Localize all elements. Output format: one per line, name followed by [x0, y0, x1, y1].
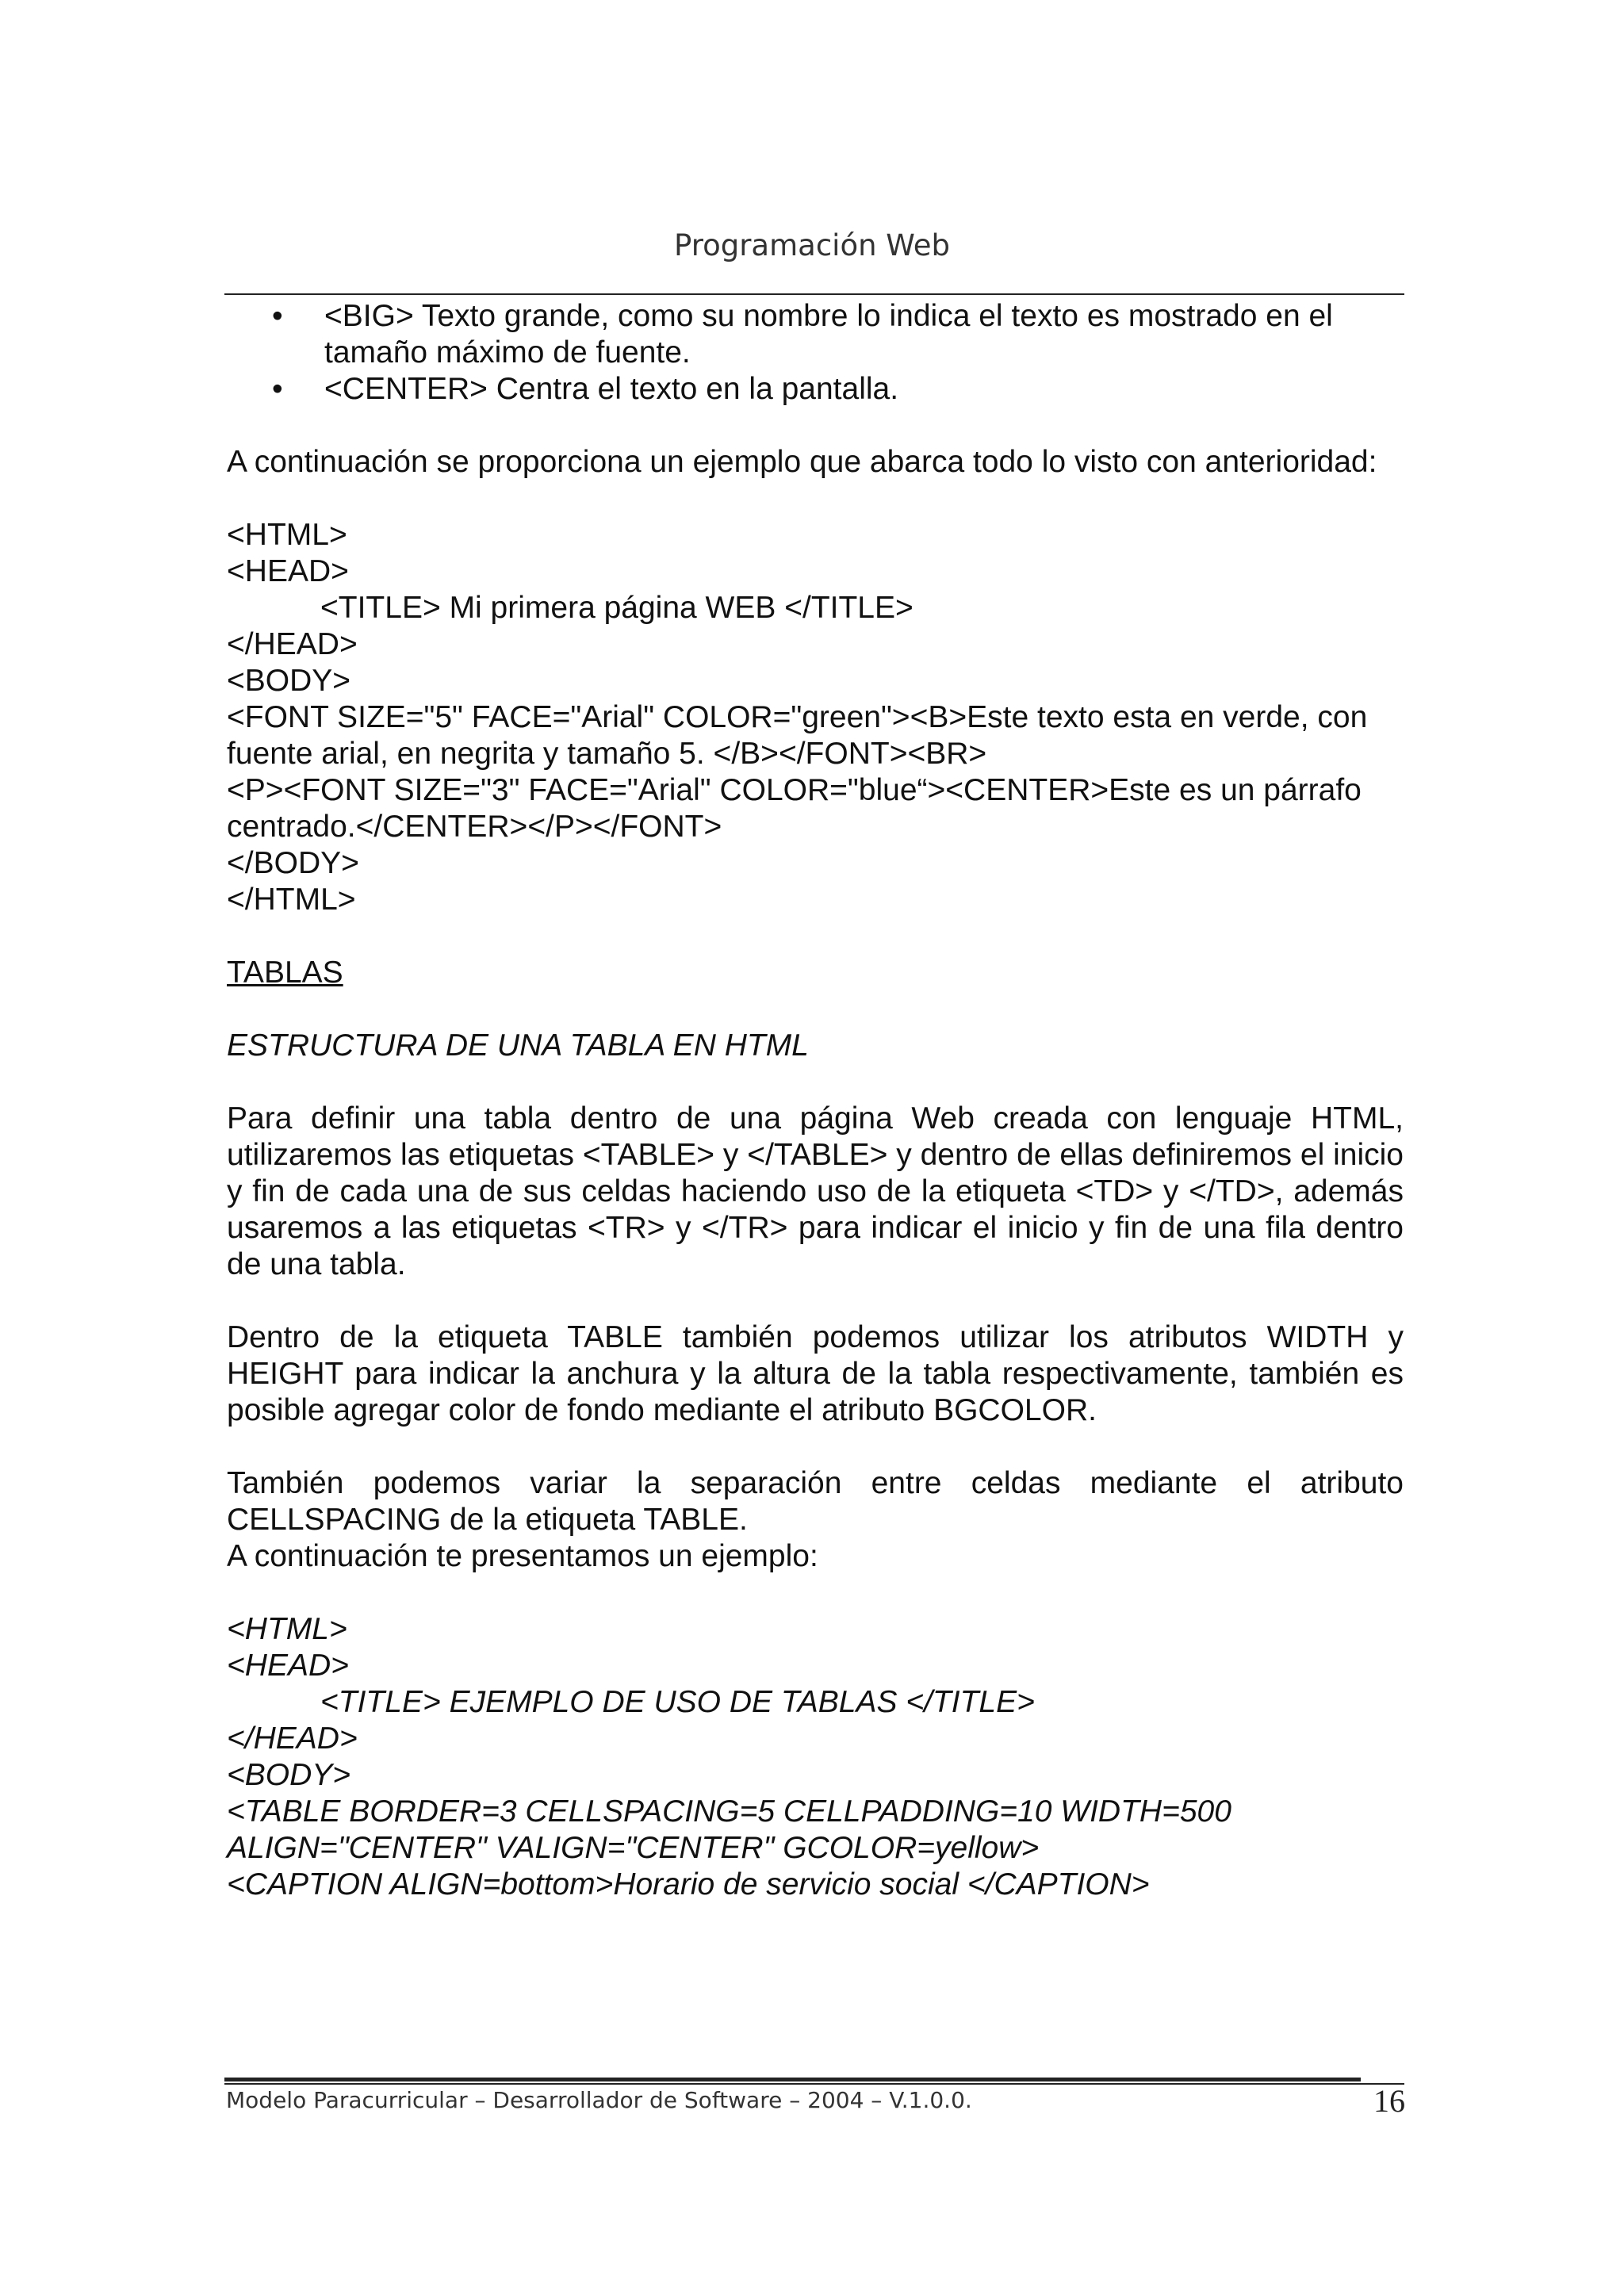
code-line: <TABLE BORDER=3 CELLSPACING=5 CELLPADDING=10 WIDTH=500 ALIGN="CENTER" VALIGN="CENTER" GCOLOR=yellow>	[227, 1794, 1231, 1865]
bullet-list	[227, 298, 1404, 408]
body-paragraph: Para definir una tabla dentro de una página Web creada con lenguaje HTML, utilizaremos las etiquetas <TABLE> y </TABLE> y dentro de ellas definiremos el inicio y fin de cada una de sus celdas haciendo uso de la etiqueta <TD> y </TD>, además usaremos a las etiquetas <TR> y </TR> para indicar el inicio y fin de una fila dentro de una tabla.	[227, 1101, 1404, 1281]
code-example-1	[227, 517, 1404, 918]
bullet-text: <CENTER> Centra el texto en la pantalla.	[324, 372, 899, 406]
body-paragraph: A continuación te presentamos un ejemplo:	[227, 1539, 818, 1573]
header-divider	[224, 293, 1404, 295]
list-item	[227, 371, 1404, 408]
footer-divider	[224, 2078, 1361, 2081]
code-line: <BODY>	[227, 1758, 351, 1792]
intro-paragraph: A continuación se proporciona un ejemplo que abarca todo lo visto con anterioridad:	[227, 445, 1377, 479]
page-content	[227, 298, 1404, 1903]
page-header-title: Programación Web	[674, 228, 950, 262]
footer-divider	[224, 2083, 1404, 2085]
bullet-text: <BIG> Texto grande, como su nombre lo indica el texto es mostrado en el tamaño máximo de fuente.	[324, 299, 1333, 370]
code-line: <HEAD>	[227, 554, 349, 588]
page-number: 16	[1373, 2083, 1405, 2119]
code-line: </HTML>	[227, 883, 356, 917]
code-line: </HEAD>	[227, 627, 358, 661]
body-paragraph: Dentro de la etiqueta TABLE también podemos utilizar los atributos WIDTH y HEIGHT para indicar la anchura y la altura de la tabla respectivamente, también es posible agregar color de fondo mediante el atributo BGCOLOR.	[227, 1320, 1404, 1427]
code-line: <TITLE> Mi primera página WEB </TITLE>	[320, 591, 914, 625]
code-line: <TITLE> EJEMPLO DE USO DE TABLAS </TITLE>	[320, 1685, 1035, 1719]
code-line: </BODY>	[227, 846, 359, 880]
code-line: <HTML>	[227, 1612, 347, 1646]
footer-text: Modelo Paracurricular – Desarrollador de Software – 2004 – V.1.0.0.	[226, 2087, 972, 2113]
code-line: <FONT SIZE="5" FACE="Arial" COLOR="green"><B>Este texto esta en verde, con fuente arial, en negrita y tamaño 5. </B></FONT><BR>	[227, 700, 1368, 771]
list-item	[227, 298, 1404, 371]
code-line: <HTML>	[227, 518, 347, 552]
section-heading: TABLAS	[227, 956, 343, 990]
bullet-icon: •	[272, 299, 283, 333]
code-line: <HEAD>	[227, 1649, 349, 1683]
bullet-icon: •	[272, 372, 283, 406]
code-example-2	[227, 1611, 1404, 1903]
code-line: <CAPTION ALIGN=bottom>Horario de servicio social </CAPTION>	[227, 1867, 1150, 1901]
code-line: <P><FONT SIZE="3" FACE="Arial" COLOR="blue“><CENTER>Este es un párrafo centrado.</CENTER></P></FONT>	[227, 773, 1362, 844]
code-line: <BODY>	[227, 664, 351, 698]
body-paragraph: También podemos variar la separación entre celdas mediante el atributo CELLSPACING de la etiqueta TABLE.	[227, 1466, 1404, 1537]
code-line: </HEAD>	[227, 1721, 358, 1756]
subsection-heading: ESTRUCTURA DE UNA TABLA EN HTML	[227, 1028, 809, 1063]
